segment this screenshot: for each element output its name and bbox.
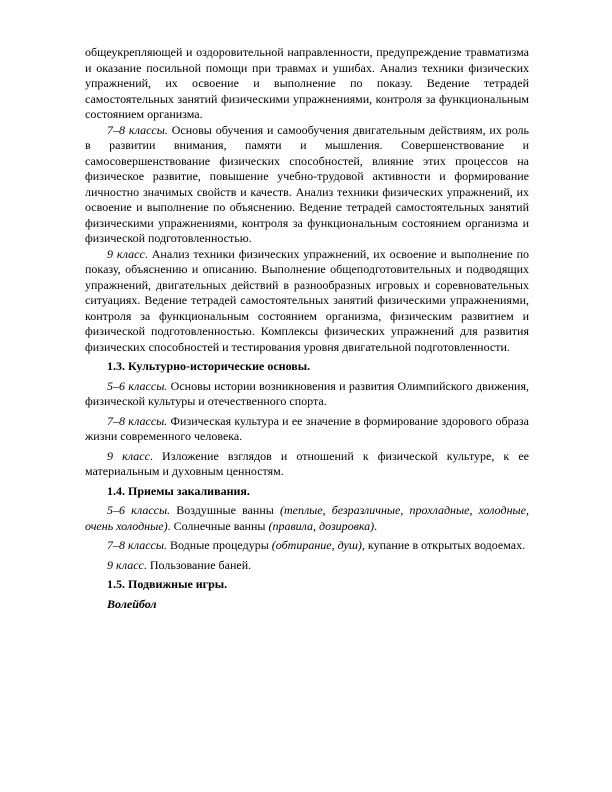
paragraph-italic: (обтирание, душ) (271, 538, 362, 552)
grade-label: 7–8 классы. (107, 538, 168, 552)
document-page (85, 45, 529, 612)
grade-label: 5–6 классы. (107, 378, 168, 393)
paragraph-text: Водные процедуры (167, 538, 272, 552)
paragraph-grade-9-analysis (85, 247, 529, 356)
paragraph-grades-7-8-methods (85, 123, 529, 247)
paragraph-text: . Изложение взглядов и отношений к физической культуре, к ее материальным и духовным ценностям. (85, 448, 529, 478)
grade-label: 9 класс (107, 246, 145, 261)
paragraph-text: Основы обучения и самообучения двигательным действиям, их роль в развитии внимания, памяти и мышления. Совершенствование и самосовершенствование физических способностей, влияние этих процессов на физическое развитие, повышение учебно-трудовой активности и формирование личностно значимых свойств и качеств. Анализ техники физических упражнений, их освоение и выполнение по объяснению. Ведение тетрадей самостоятельных занятий физическими упражнениями, контроля за функциональным состоянием организма и физической подготовленностью. (85, 122, 530, 245)
paragraph-text: . Анализ техники физических упражнений, их освоение и выполнение по показу, объяснению и описанию. Выполнение общеподготовительных и подводящих упражнений, двигательных действий в разнообразных игровых и соревновательных ситуациях. Ведение тетрадей самостоятельных занятий физическими упражнениями, контроля за функциональным состоянием организма, физическим развитием и физической подготовленностью. Комплексы физических упражнений для развития физических способностей и тестирования уровня двигательной подготовленности. (85, 246, 529, 354)
section-heading-1-3: 1.3. Культурно-исторические основы. (107, 359, 311, 373)
subheading-volleyball: Волейбол (107, 596, 157, 611)
grade-label: 7–8 классы. (107, 122, 168, 137)
section-heading-1-4: 1.4. Приемы закаливания. (107, 483, 250, 498)
paragraph-text: Воздушные ванны (170, 503, 280, 517)
paragraph-text: . Солнечные ванны (167, 518, 269, 533)
paragraph-italic: (теплые, безразличные, прохладные, холодные, очень холодные) (85, 503, 529, 533)
paragraph-grades-5-6-history (85, 379, 529, 410)
paragraph-italic: (правила, дозировка) (268, 518, 375, 533)
paragraph-text: . Пользование баней. (143, 557, 252, 572)
paragraph-grades-7-8-water (85, 538, 529, 554)
grade-label: 9 класс (107, 557, 144, 572)
paragraph-text: Основы истории возникновения и развития Олимпийского движения, физической культуры и отечественного спорта. (85, 378, 529, 408)
paragraph-grades-5-6-baths (85, 503, 529, 534)
paragraph-grade-9-banya (85, 558, 529, 574)
grade-label: 5–6 классы. (107, 503, 171, 517)
paragraph-text: Физическая культура и ее значение в формирование здорового образа жизни современного человека. (85, 413, 529, 443)
grade-label: 9 класс (107, 448, 150, 463)
paragraph-text: . (374, 518, 378, 533)
paragraph-intro: общеукрепляющей и оздоровительной направленности, предупреждение травматизма и оказание посильной помощи при травмах и ушибах. Анализ техники физических упражнений, их освоение и выполнение по показу. Ведение тетрадей самостоятельных занятий физическими упражнениями, контроля за функциональным состоянием организма. (85, 45, 529, 121)
paragraph-text: , купание в открытых водоемах. (361, 538, 526, 552)
grade-label: 7–8 классы. (107, 413, 168, 428)
paragraph-grade-9-values (85, 449, 529, 480)
section-heading-1-5: 1.5. Подвижные игры. (107, 577, 228, 591)
paragraph-grades-7-8-culture (85, 414, 529, 445)
